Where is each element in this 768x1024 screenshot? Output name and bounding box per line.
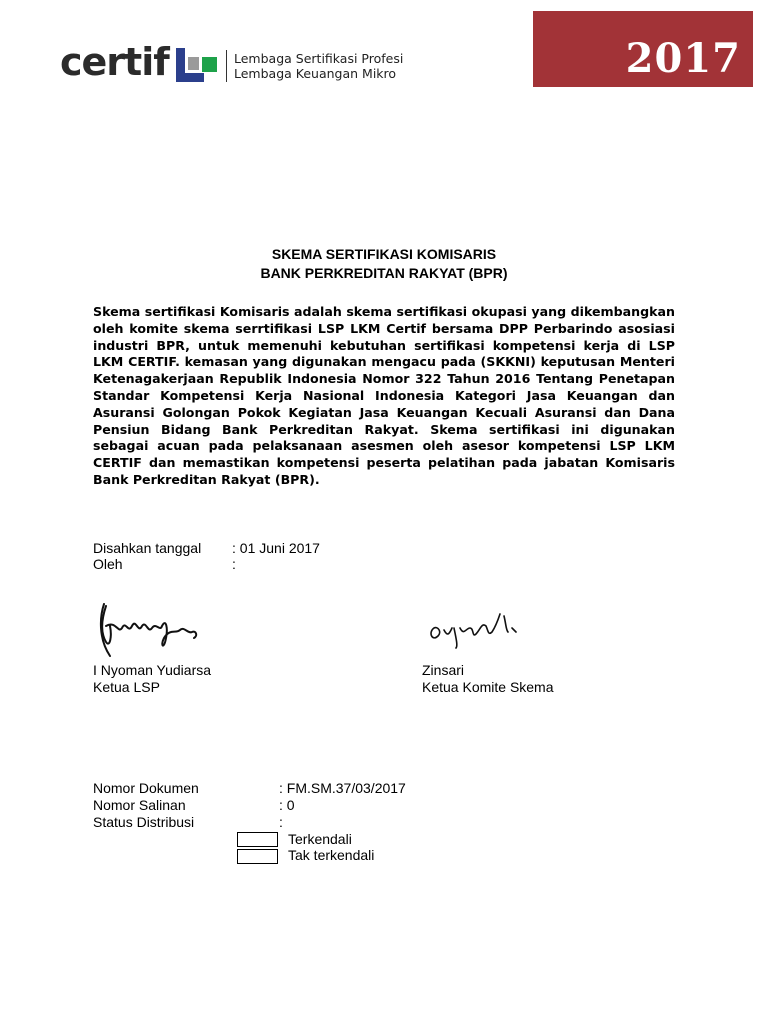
approval-date-label: Disahkan tanggal	[93, 540, 202, 556]
distribution-status-value: :	[279, 814, 283, 830]
logo-subtitle-line2: Lembaga Keuangan Mikro	[234, 66, 397, 81]
doc-number-value: : FM.SM.37/03/2017	[279, 780, 406, 796]
copy-number-label: Nomor Salinan	[93, 797, 186, 813]
description-paragraph: Skema sertifikasi Komisaris adalah skema sertifikasi okupasi yang dikembangkan oleh komite skema serrtifikasi LSP LKM Certif bersama DPP Perbarindo asosiasi industri BPR, untuk memenuhi kebutuhan sertifikasi kompetensi kerja di LSP LKM CERTIF. kemasan yang digunakan mengacu pada (SKKNI) keputusan Menteri Ketenagakerjaan Republik Indonesia Nomor 322 Tahun 2016 Tentang Penetapan Standar Kompetensi Kerja Nasional Indonesia Kategori Jasa Keuangan dan Asuransi Golongan Pokok Kegiatan Jasa Keuangan Kecuali Asuransi dan Dana Pensiun Bidang Bank Perkreditan Rakyat. Skema sertifikasi ini digunakan sebagai acuan pada pelaksanaan asesmen oleh asesor kompetensi LSP LKM CERTIF dan memastikan kompetensi peserta pelatihan pada jabatan Komisaris Bank Perkreditan Rakyat (BPR).	[93, 304, 675, 487]
year-banner	[533, 11, 753, 87]
logo-wordmark: certif	[60, 40, 169, 84]
signatory-role: Ketua Komite Skema	[422, 679, 554, 695]
approval-by-label: Oleh	[93, 556, 123, 572]
logo-mark-icon	[176, 48, 218, 82]
checkbox-controlled-label: Terkendali	[288, 831, 352, 847]
checkbox-controlled[interactable]	[237, 832, 278, 847]
copy-number-value: : 0	[279, 797, 295, 813]
document-title-line2: BANK PERKREDITAN RAKYAT (BPR)	[260, 265, 508, 281]
checkbox-uncontrolled[interactable]	[237, 849, 278, 864]
signatory-name: Zinsari	[422, 662, 465, 678]
signatory-name: I Nyoman Yudiarsa	[93, 662, 212, 678]
approval-by-value: :	[232, 556, 236, 572]
document-title-line1: SKEMA SERTIFIKASI KOMISARIS	[271, 246, 497, 262]
signature-lsp	[96, 598, 206, 662]
doc-number-label: Nomor Dokumen	[93, 780, 199, 796]
logo-separator	[226, 50, 227, 82]
distribution-status-label: Status Distribusi	[93, 814, 195, 830]
checkbox-uncontrolled-label: Tak terkendali	[288, 847, 375, 863]
logo-subtitle-line1: Lembaga Sertifikasi Profesi	[234, 51, 404, 66]
signatory-role: Ketua LSP	[93, 679, 160, 695]
signature-komite	[426, 602, 526, 650]
year-text: 2017	[625, 35, 741, 82]
approval-date-value: : 01 Juni 2017	[232, 540, 320, 556]
